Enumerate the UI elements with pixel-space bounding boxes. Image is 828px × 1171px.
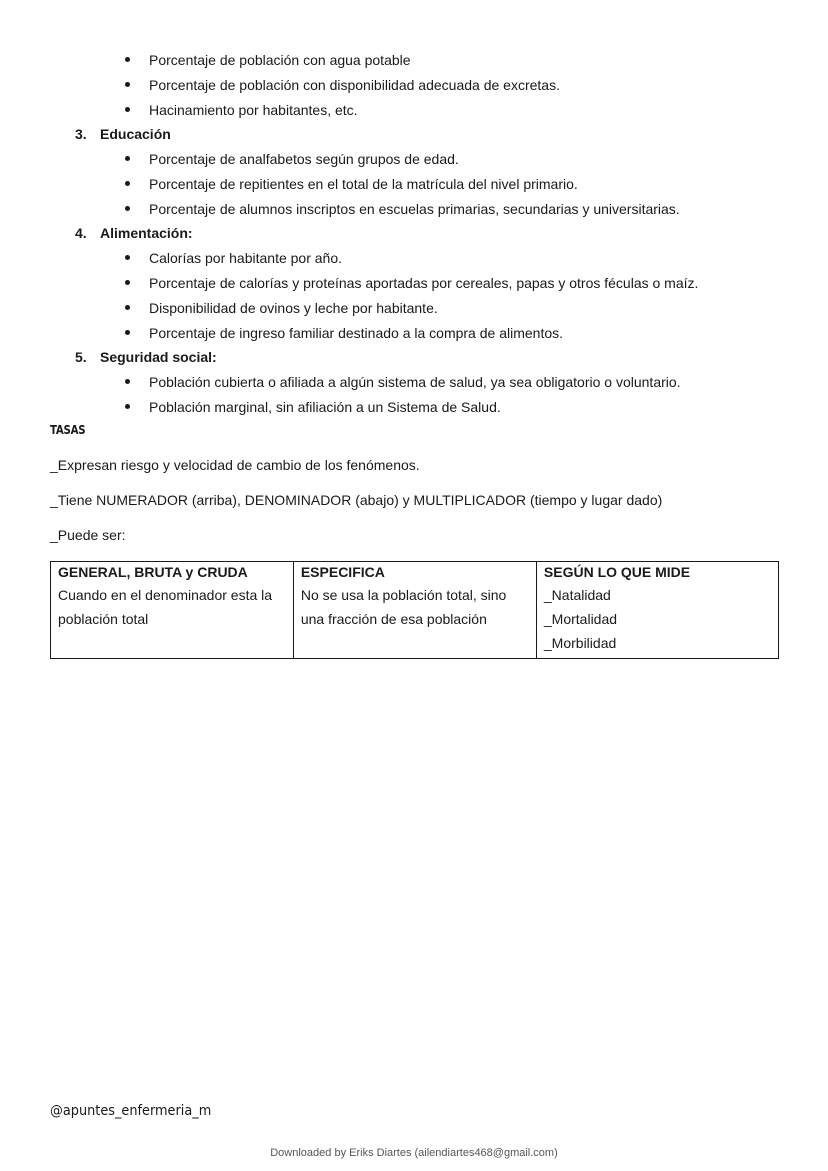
tasas-paragraph: _Puede ser: — [50, 527, 126, 543]
cell-line: _Morbilidad — [543, 635, 617, 651]
table-header-especifica: ESPECIFICA — [293, 562, 536, 584]
table-cell-segun — [536, 583, 778, 659]
list-item: Porcentaje de calorías y proteínas aportadas por cereales, papas y otros féculas o maíz. — [149, 275, 699, 291]
cell-line: Cuando en el denominador esta la — [58, 587, 273, 603]
section-heading-educacion — [75, 125, 171, 143]
list-item: Disponibilidad de ovinos y leche por habitante. — [149, 300, 438, 316]
tasas-heading: TASAS — [50, 423, 86, 437]
section-number: 4. — [75, 225, 87, 241]
author-handle: @apuntes_enfermeria_m — [50, 1103, 212, 1119]
section-heading-alimentacion — [75, 224, 193, 242]
list-item: Porcentaje de población con agua potable — [149, 52, 411, 68]
cell-line: No se usa la población total, sino — [300, 587, 507, 603]
list-item: Porcentaje de ingreso familiar destinado a la compra de alimentos. — [149, 325, 564, 341]
list-item: Población cubierta o afiliada a algún sistema de salud, ya sea obligatorio o voluntario. — [149, 374, 681, 390]
section-title: Seguridad social: — [100, 349, 217, 365]
rates-table — [50, 561, 779, 659]
list-item: Hacinamiento por habitantes, etc. — [149, 102, 358, 118]
download-notice: Downloaded by Eriks Diartes (ailendiartes468@gmail.com) — [270, 1147, 558, 1159]
cell-line: población total — [58, 611, 149, 627]
tasas-paragraph: _Expresan riesgo y velocidad de cambio de los fenómenos. — [50, 457, 420, 473]
section-title: Educación — [100, 126, 171, 142]
list-item: Porcentaje de analfabetos según grupos de edad. — [149, 151, 459, 167]
list-item: Porcentaje de población con disponibilidad adecuada de excretas. — [149, 77, 560, 93]
table-cell-general — [51, 583, 294, 659]
table-header-row — [51, 562, 779, 584]
section-number: 3. — [75, 126, 87, 142]
list-item: Porcentaje de alumnos inscriptos en escuelas primarias, secundarias y universitarias. — [149, 201, 680, 217]
cell-line: una fracción de esa población — [300, 611, 487, 627]
cell-line: _Mortalidad — [543, 611, 618, 627]
table-row — [51, 583, 779, 659]
section-number: 5. — [75, 349, 87, 365]
cell-line: _Natalidad — [543, 587, 611, 603]
table-cell-especifica — [293, 583, 536, 659]
table-header-segun: SEGÚN LO QUE MIDE — [536, 562, 778, 584]
list-item: Calorías por habitante por año. — [149, 250, 343, 266]
tasas-paragraph: _Tiene NUMERADOR (arriba), DENOMINADOR (abajo) y MULTIPLICADOR (tiempo y lugar dado) — [50, 492, 663, 508]
section-title: Alimentación: — [100, 225, 193, 241]
table-header-general: GENERAL, BRUTA y CRUDA — [51, 562, 294, 584]
list-item: Población marginal, sin afiliación a un Sistema de Salud. — [149, 399, 501, 415]
list-item: Porcentaje de repitientes en el total de la matrícula del nivel primario. — [149, 176, 578, 192]
section-heading-seguridad-social — [75, 348, 217, 366]
